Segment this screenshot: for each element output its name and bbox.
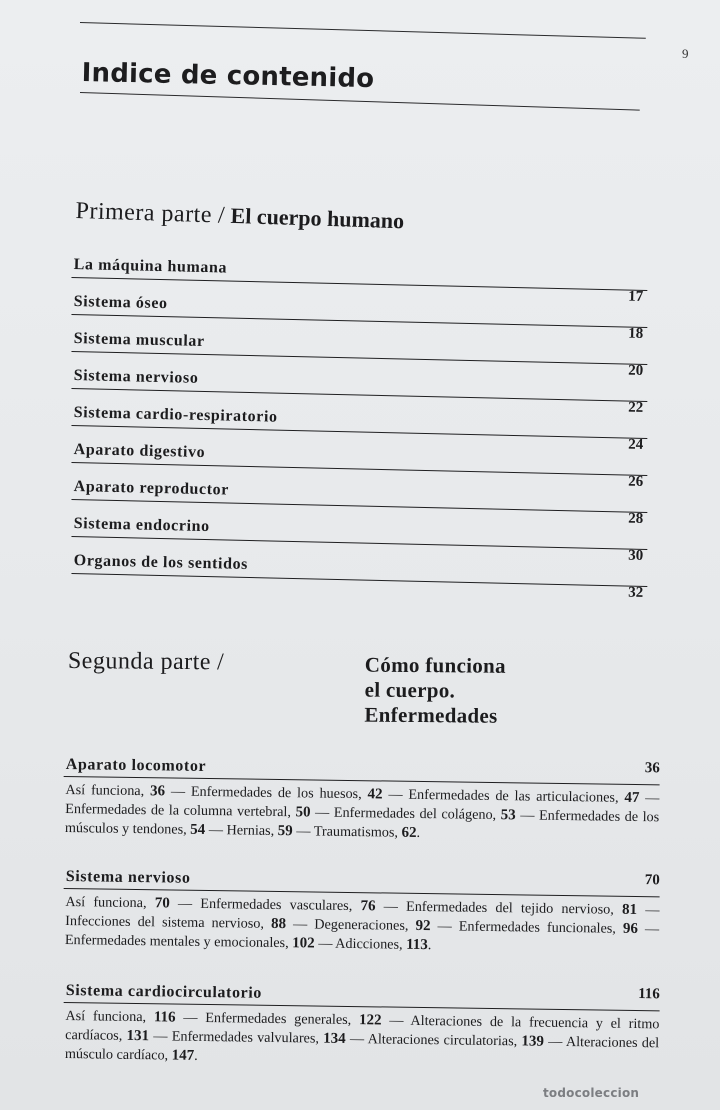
- entry-separator: —: [205, 822, 227, 839]
- toc-entry-title: Sistema muscular: [73, 330, 205, 351]
- section-page: 36: [644, 760, 660, 777]
- section-title: Aparato locomotor: [65, 756, 207, 775]
- entry-separator: —: [292, 823, 314, 840]
- entry-page: 70: [154, 895, 170, 912]
- toc-entry-page: 22: [627, 399, 644, 416]
- entry-separator: —: [430, 918, 459, 935]
- page-number: 9: [682, 46, 689, 61]
- entry-separator: —: [148, 1028, 172, 1045]
- entry-text: Enfermedades vasculares: [200, 895, 349, 914]
- toc-entry-rule: [71, 536, 647, 550]
- watermark-logo: todocoleccion: [543, 1086, 640, 1100]
- entry-separator: —: [310, 804, 334, 821]
- entry-page: 59: [277, 823, 293, 840]
- entry-page: 53: [500, 807, 516, 824]
- entry-separator: —: [285, 916, 315, 933]
- entry-separator: .: [416, 825, 421, 842]
- section-page: 116: [638, 986, 660, 1003]
- title-rule: [80, 92, 640, 111]
- entry-separator: —: [639, 790, 660, 807]
- entry-page: 116: [153, 1009, 176, 1026]
- section-title: Sistema nervioso: [65, 868, 191, 887]
- entry-separator: —: [169, 895, 201, 912]
- entry-text: Degeneraciones: [314, 916, 406, 934]
- entry-page: 47: [624, 789, 640, 807]
- toc-entry-title: Aparato reproductor: [73, 478, 230, 499]
- part1-contents-list: [72, 254, 650, 601]
- entry-separator: .: [427, 937, 432, 954]
- section-page: 70: [644, 872, 660, 889]
- entry-page: 76: [360, 898, 376, 915]
- entry-text: Traumatismos: [313, 823, 395, 842]
- section-aparato-locomotor: [63, 752, 664, 847]
- entry-page: 102: [292, 935, 315, 952]
- toc-entry-rule: [71, 462, 647, 476]
- entry-separator: —: [381, 1012, 411, 1029]
- toc-entry-title: Sistema cardio-respiratorio: [73, 404, 278, 426]
- entry-text: Enfermedades generales: [205, 1009, 348, 1028]
- toc-entry-title: La máquina humana: [73, 256, 228, 277]
- entry-text: Alteraciones de la frecuencia y el ritmo cardíacos: [65, 1012, 660, 1044]
- entry-page: 42: [367, 786, 383, 803]
- toc-entry-rule: [71, 277, 647, 291]
- entry-text: Enfermedades funcionales: [458, 918, 613, 937]
- entry-text: Hernias: [226, 822, 271, 840]
- toc-entry: [72, 547, 650, 601]
- part1-name: El cuerpo humano: [230, 202, 405, 234]
- part2-name-line: el cuerpo.: [364, 677, 456, 703]
- entry-page: 36: [149, 783, 166, 800]
- part2-label: Segunda parte: [67, 648, 212, 676]
- toc-entry-rule: [71, 425, 647, 439]
- entry-separator: —: [636, 902, 660, 919]
- entry-text: Enfermedades de los huesos: [190, 783, 359, 803]
- entry-page: 147: [171, 1047, 195, 1065]
- entry-page: 81: [621, 901, 638, 919]
- toc-entry-page: 28: [627, 510, 644, 527]
- entry-text: Enfermedades de las articulaciones: [408, 786, 616, 806]
- part1-heading: [75, 198, 404, 235]
- toc-entry-page: 32: [627, 584, 644, 601]
- section-sistema-nervioso: [63, 864, 664, 959]
- entry-text: Alteraciones del músculo cardíaco: [64, 1034, 660, 1064]
- entry-text: Enfermedades de los músculos y tendones: [64, 807, 660, 839]
- entry-page: 131: [126, 1028, 150, 1045]
- toc-entry-page: 26: [627, 473, 644, 490]
- header-rule: [80, 22, 646, 39]
- entry-text: Enfermedades de la columna vertebral: [65, 801, 288, 821]
- toc-entry-title: Sistema nervioso: [73, 367, 199, 387]
- entry-text: Así funciona: [65, 782, 141, 800]
- toc-entry-rule: [71, 499, 647, 513]
- entry-page: 88: [270, 916, 287, 933]
- entry-page: 134: [323, 1030, 346, 1048]
- entry-separator: —: [382, 786, 409, 803]
- entry-text: Adicciones: [335, 936, 400, 954]
- toc-entry-title: Sistema endocrino: [73, 515, 210, 536]
- toc-entry-rule: [71, 388, 647, 402]
- entry-text: Así funciona: [65, 894, 144, 912]
- entry-separator: —: [164, 783, 192, 800]
- toc-entry-page: 17: [627, 288, 644, 305]
- part2-label-group: [68, 648, 230, 676]
- entry-page: 122: [358, 1012, 382, 1029]
- part2-separator: /: [216, 649, 224, 676]
- entry-text: Enfermedades del tejido nervioso: [405, 898, 611, 918]
- entry-page: 113: [406, 937, 428, 954]
- entry-text: Alteraciones circulatorias: [367, 1031, 514, 1050]
- entry-text: Así funciona: [65, 1008, 143, 1026]
- entry-separator: —: [543, 1033, 566, 1051]
- entry-text: Infecciones del sistema nervioso: [65, 913, 261, 932]
- section-sistema-cardiocirculatorio: [63, 978, 664, 1073]
- entry-page: 54: [190, 822, 206, 839]
- entry-text: Enfermedades del colágeno: [333, 804, 493, 824]
- entry-text: Enfermedades valvulares: [171, 1028, 316, 1047]
- section-title: Sistema cardiocirculatorio: [65, 982, 263, 1002]
- toc-entry-page: 20: [627, 362, 644, 379]
- entry-text: Enfermedades mentales y emocionales: [64, 932, 286, 952]
- toc-entry-title: Organos de los sentidos: [73, 552, 249, 573]
- part1-label: Primera parte: [75, 198, 213, 229]
- part2-name-line: Enfermedades: [364, 702, 498, 728]
- index-title: Indice de contenido: [81, 58, 375, 95]
- entry-separator: .: [194, 1048, 198, 1065]
- toc-entry-rule: [71, 351, 647, 365]
- entry-separator: —: [637, 921, 660, 938]
- entry-separator: —: [314, 935, 336, 953]
- toc-entry-title: Sistema óseo: [73, 293, 168, 313]
- entry-page: 50: [295, 804, 311, 821]
- entry-page: 96: [622, 921, 639, 938]
- toc-entry-inner: [71, 547, 648, 601]
- toc-entry-page: 24: [627, 436, 644, 453]
- toc-entry-rule: [71, 314, 647, 328]
- entry-separator: —: [515, 807, 540, 824]
- entry-page: 92: [415, 918, 431, 935]
- toc-entry-page: 30: [627, 547, 644, 564]
- toc-entry-page: 18: [627, 325, 644, 342]
- entry-separator: —: [175, 1009, 206, 1026]
- part2-name-line: Cómo funciona: [364, 652, 506, 678]
- toc-entry-rule: [71, 573, 647, 587]
- part2-name: [364, 653, 635, 730]
- section-entries: Así funciona, 116 — Enfermedades generales, 122 — Alteraciones de la frecuencia y el ritmo cardíacos, 131 — Enfermedades valvulares, 134 — Alteraciones circulatorias, 139 — Alteraciones del músculo cardíaco, 147.: [64, 1008, 660, 1065]
- section-entries: Así funciona, 70 — Enfermedades vasculares, 76 — Enfermedades del tejido nervioso, 81 — Infecciones del sistema nervioso, 88 — Degeneraciones, 92 — Enfermedades funcionales, 96 — Enfermedades mentales y emocionales, 102 — Adicciones, 113.: [64, 894, 660, 954]
- entry-page: 62: [401, 825, 417, 842]
- toc-entry-title: Aparato digestivo: [73, 441, 206, 462]
- part1-separator: /: [217, 202, 226, 229]
- entry-separator: —: [375, 898, 407, 915]
- section-entries: Así funciona, 36 — Enfermedades de los huesos, 42 — Enfermedades de las articulaciones, 47 — Enfermedades de la columna vertebral, 50 — Enfermedades del colágeno, 53 — Enfermedades de los músculos y tendones, 54 — Hernias, 59 — Traumatismos, 62.: [64, 782, 660, 842]
- entry-separator: —: [345, 1031, 368, 1048]
- entry-page: 139: [521, 1033, 545, 1050]
